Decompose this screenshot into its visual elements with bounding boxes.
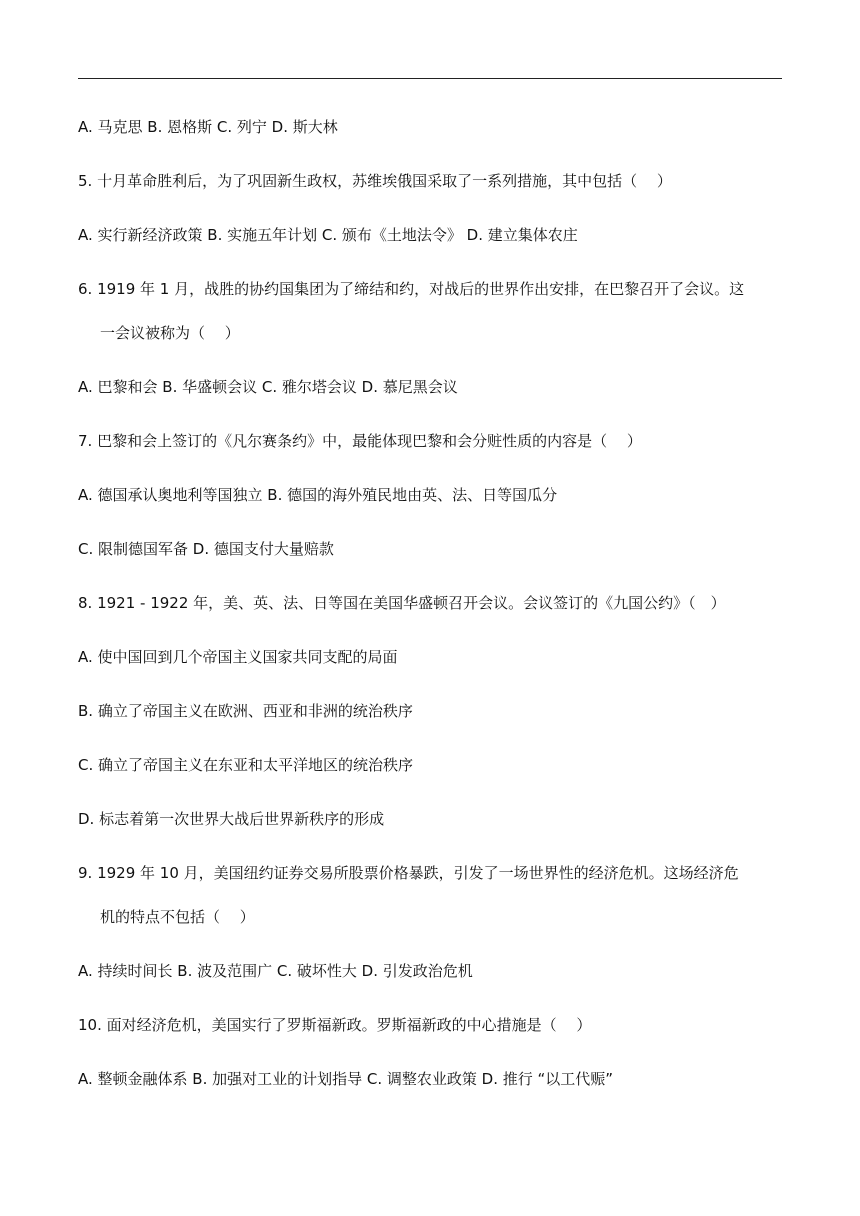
q4-options: A. 马克思 B. 恩格斯 C. 列宁 D. 斯大林 — [78, 118, 338, 136]
q9-stem-continued: 机的特点不包括（ ） — [100, 908, 255, 926]
q10-stem: 10. 面对经济危机，美国实行了罗斯福新政。罗斯福新政的中心措施是（ ） — [78, 1016, 592, 1034]
q8-option-b: B. 确立了帝国主义在欧洲、西亚和非洲的统治秩序 — [78, 702, 413, 720]
q8-option-d: D. 标志着第一次世界大战后世界新秩序的形成 — [78, 810, 385, 828]
header-rule — [78, 78, 782, 79]
q7-stem: 7. 巴黎和会上签订的《凡尔赛条约》中，最能体现巴黎和会分赃性质的内容是（ ） — [78, 432, 642, 450]
q9-options: A. 持续时间长 B. 波及范围广 C. 破坏性大 D. 引发政治危机 — [78, 962, 473, 980]
q6-options: A. 巴黎和会 B. 华盛顿会议 C. 雅尔塔会议 D. 慕尼黑会议 — [78, 378, 458, 396]
q8-option-c: C. 确立了帝国主义在东亚和太平洋地区的统治秩序 — [78, 756, 414, 774]
q7-options-ab: A. 德国承认奥地利等国独立 B. 德国的海外殖民地由英、法、日等国瓜分 — [78, 486, 558, 504]
q10-options: A. 整顿金融体系 B. 加强对工业的计划指导 C. 调整农业政策 D. 推行 “以工代赈” — [78, 1070, 614, 1088]
q5-stem: 5. 十月革命胜利后，为了巩固新生政权，苏维埃俄国采取了一系列措施，其中包括（ ） — [78, 172, 672, 190]
q5-options: A. 实行新经济政策 B. 实施五年计划 C. 颁布《土地法令》 D. 建立集体农庄 — [78, 226, 578, 244]
q6-stem-continued: 一会议被称为（ ） — [100, 324, 240, 342]
q8-option-a: A. 使中国回到几个帝国主义国家共同支配的局面 — [78, 648, 398, 666]
q6-stem: 6. 1919 年 1 月，战胜的协约国集团为了缔结和约，对战后的世界作出安排，在巴黎召开了会议。这 — [78, 280, 745, 298]
q8-stem: 8. 1921 - 1922 年，美、英、法、日等国在美国华盛顿召开会议。会议签订的《九国公约》（ ） — [78, 594, 726, 612]
q9-stem: 9. 1929 年 10 月，美国纽约证券交易所股票价格暴跌，引发了一场世界性的经济危机。这场经济危 — [78, 864, 739, 882]
q7-options-cd: C. 限制德国军备 D. 德国支付大量赔款 — [78, 540, 334, 558]
